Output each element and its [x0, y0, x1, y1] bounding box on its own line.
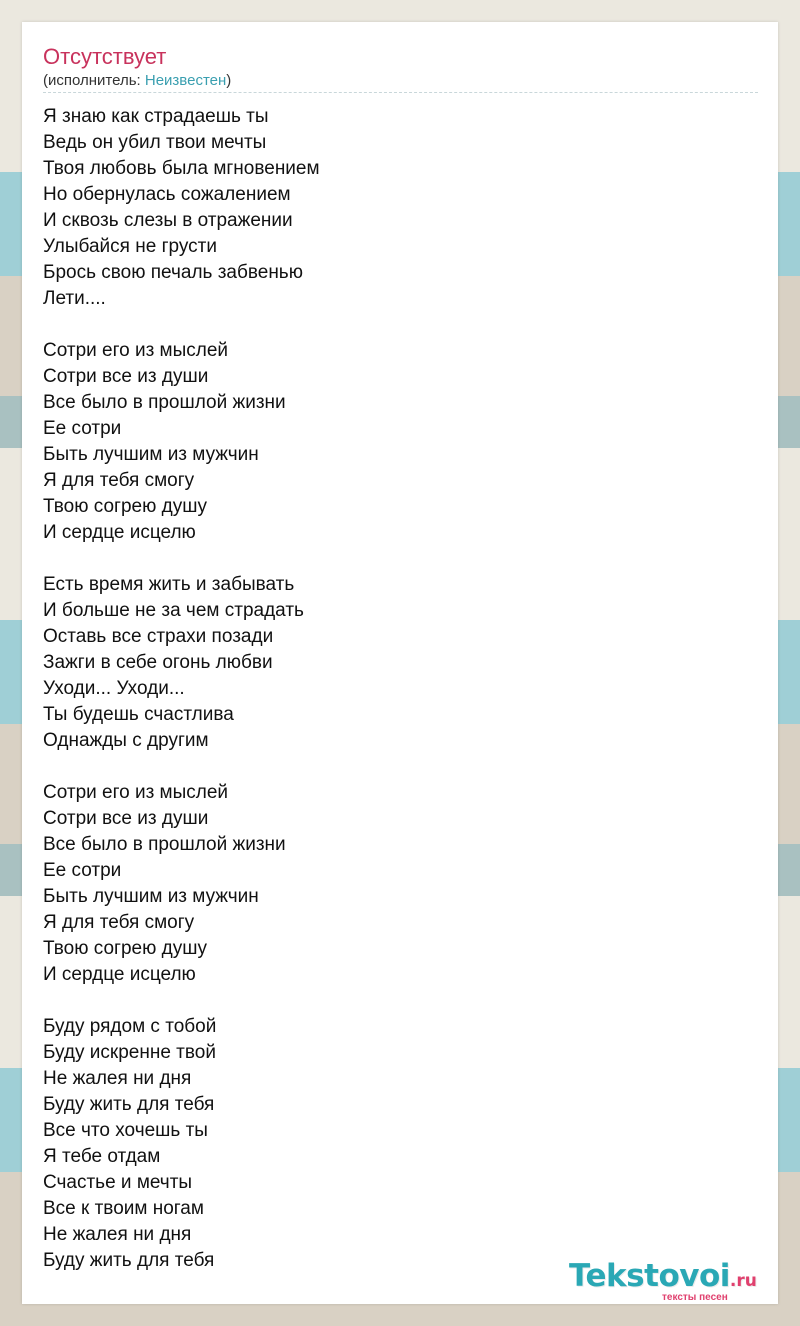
artist-line	[43, 72, 231, 89]
artist-suffix: )	[226, 72, 232, 89]
lyric-line: Все было в прошлой жизни	[43, 834, 286, 855]
lyric-line: Ее сотри	[43, 860, 122, 881]
stanza	[43, 338, 320, 546]
lyric-line: Все что хочешь ты	[43, 1120, 208, 1141]
lyric-line: И сердце исцелю	[43, 522, 196, 543]
stanza	[43, 104, 320, 312]
stanza	[43, 1014, 320, 1274]
lyric-line: Не жалея ни дня	[43, 1068, 192, 1089]
lyric-line: Счастье и мечты	[43, 1172, 193, 1193]
lyric-line: И больше не за чем страдать	[43, 600, 304, 621]
lyric-line: Я тебе отдам	[43, 1146, 161, 1167]
lyric-line: Ее сотри	[43, 418, 122, 439]
lyric-line: Сотри все из души	[43, 366, 209, 387]
lyric-line: Улыбайся не грусти	[43, 236, 217, 257]
lyric-line: Сотри все из души	[43, 808, 209, 829]
dashed-divider	[43, 92, 758, 93]
lyric-line: Сотри его из мыслей	[43, 340, 229, 361]
lyric-line: Буду жить для тебя	[43, 1250, 215, 1271]
lyric-line: Я знаю как страдаешь ты	[43, 106, 269, 127]
lyrics-card	[22, 22, 778, 1304]
lyric-line: Но обернулась сожалением	[43, 184, 291, 205]
lyric-line: Все к твоим ногам	[43, 1198, 204, 1219]
lyric-line: Твоя любовь была мгновением	[43, 158, 320, 179]
lyric-line: Буду жить для тебя	[43, 1094, 215, 1115]
lyrics-text	[43, 104, 320, 1300]
lyric-line: Твою согрею душу	[43, 938, 207, 959]
artist-link[interactable]: Неизвестен	[144, 72, 227, 89]
lyric-line: Брось свою печаль забвенью	[43, 262, 303, 283]
stanza	[43, 572, 320, 754]
stanza	[43, 780, 320, 988]
logo-domain: .ru	[729, 1271, 757, 1291]
lyric-line: Уходи... Уходи...	[43, 678, 185, 699]
artist-prefix: (исполнитель:	[43, 72, 145, 89]
lyric-line: Ты будешь счастлива	[43, 704, 234, 725]
lyric-line: Оставь все страхи позади	[43, 626, 274, 647]
logo-main-text: Tekstovoi	[569, 1258, 730, 1294]
lyric-line: И сквозь слезы в отражении	[43, 210, 293, 231]
lyric-line: Не жалея ни дня	[43, 1224, 192, 1245]
lyric-line: Все было в прошлой жизни	[43, 392, 286, 413]
lyric-line: Однажды с другим	[43, 730, 209, 751]
lyric-line: Ведь он убил твои мечты	[43, 132, 267, 153]
song-title: Отсутствует	[43, 44, 167, 69]
lyric-line: Лети....	[43, 288, 106, 309]
lyric-line: Есть время жить и забывать	[43, 574, 295, 595]
lyric-line: Буду искренне твой	[43, 1042, 216, 1063]
logo-wordmark	[569, 1258, 757, 1294]
lyric-line: Сотри его из мыслей	[43, 782, 229, 803]
lyric-line: Буду рядом с тобой	[43, 1016, 217, 1037]
lyric-line: Твою согрею душу	[43, 496, 207, 517]
lyric-line: И сердце исцелю	[43, 964, 196, 985]
lyric-line: Я для тебя смогу	[43, 912, 195, 933]
lyric-line: Я для тебя смогу	[43, 470, 195, 491]
lyric-line: Быть лучшим из мужчин	[43, 444, 259, 465]
lyric-line: Быть лучшим из мужчин	[43, 886, 259, 907]
logo-subtitle: тексты песен	[662, 1292, 728, 1303]
lyric-line: Зажги в себе огонь любви	[43, 652, 273, 673]
tekstovoi-logo[interactable]	[569, 1258, 774, 1304]
